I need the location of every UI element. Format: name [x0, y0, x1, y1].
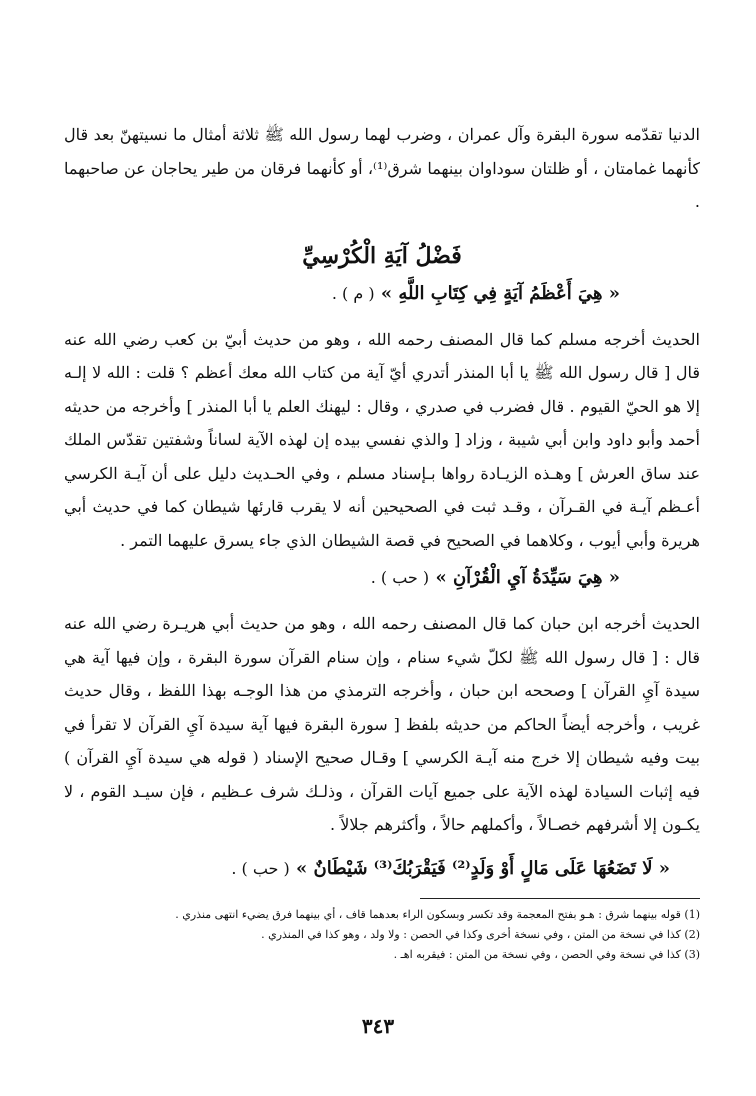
hadith-1	[64, 277, 620, 311]
hadith-3-ref: ( حب ) .	[231, 858, 290, 878]
footnote-3: (3) كذا في نسخة وفي الحصن ، وفي نسخة من المتن : فيقربه اهـ .	[393, 947, 700, 961]
hadith-3	[64, 852, 670, 886]
page-number: ٣٤٣	[361, 1014, 395, 1038]
hadith-1-ref: ( م ) .	[331, 283, 375, 303]
footnote-divider	[420, 898, 700, 899]
hadith-3-text: « لَا تَضَعُهَا عَلَى مَالٍ أَوْ وَلَدٍ⁽²⁾ فَيَقْرَبُكَ⁽³⁾ شَيْطَانٌ »	[296, 857, 670, 879]
hadith-2-text: « هِيَ سَيِّدَةُ آيِ الْقُرْآنِ »	[435, 567, 620, 588]
footnotes	[64, 905, 700, 965]
hadith-2	[64, 561, 620, 595]
hadith-1-text: « هِيَ أَعْظَمُ آيَةٍ فِي كِتَابِ اللَّهِ »	[380, 282, 620, 304]
footnote-1: (1) قوله بينهما شرق : هـو بفتح المعجمة وقد تكسر وبسكون الراء بعدهما قاف ، أي بينهما فرق يضيء انتهى منذري .	[175, 907, 700, 921]
intro-paragraph: الدنيا تقدّمه سورة البقرة وآل عمران ، وضرب لهما رسول الله ﷺ ثلاثة أمثال ما نسيتهنّ بعد قال كأنهما غمامتان ، أو ظلتان سوداوان بينهما شرق⁽¹⁾، أو كأنهما فرقان من طير يحاجان عن صاحبهما .	[64, 125, 700, 211]
section-heading: فَضْلُ آيَةِ الْكُرْسِيِّ	[302, 242, 462, 269]
hadith-2-ref: ( حب ) .	[370, 568, 430, 587]
paragraph-1: الحديث أخرجه مسلم كما قال المصنف رحمه الله ، وهو من حديث أبيّ بن كعب رضي الله عنه قال [ قال رسول الله ﷺ يا أبا المنذر أتدري أيّ آية من كتاب الله معك أعظم ؟ قلت : الله لا إلـه إلا هو الحيّ القيوم . قال فضرب في صدري ، وقال : ليهنك العلم يا أبا المنذر ] وأخرجه من حديثه أحمد وأبو داود وابن أبي شيبة ، وزاد [ والذي نفسي بيده إن لهذه الآية لساناً وشفتين تقدّس الملك عند ساق العرش ] وهـذه الزيـادة رواها بـإسناد مسلم ، وفي الحـديث دليل على أن آيـة الكرسي أعـظم آيـة في القـرآن ، وقـد ثبت في الصحيحين أنه لا يقرب قارئها شيطان كما في حديث أبي هريرة وأبي أيوب ، وكلاهما في الصحيح في قصة الشيطان الذي جاء يسرق عليهما التمر .	[64, 329, 701, 550]
paragraph-2: الحديث أخرجه ابن حبان كما قال المصنف رحمه الله ، وهو من حديث أبي هريـرة رضي الله عنه قال : [ قال رسول الله ﷺ لكلّ شيء سنام ، وإن سنام القرآن سورة البقرة ، وإن فيها آية هي سيدة آيِ القرآن ] وصححه ابن حبان ، وأخرجه الترمذي من هذا الوجـه بهذا اللفظ ، وقال حديث غريب ، وأخرجه أيضاً الحاكم من حديثه بلفظ [ سورة البقرة فيها آية سيدة آيِ القرآن لا تقرأ في بيت وفيه شيطان إلا خرج منه آيـة الكرسي ] وقـال صحيح الإسناد ( قوله هي سيدة آيِ القرآن ) فيه إثبات السيادة لهذه الآية على جميع آيات القرآن ، وذلـك شرف عـظيم ، فإن سيـد القوم ، لا يكـون إلا أشرفهم خصـالاً ، وأكملهم حالاً ، وأكثرهم جلالاً .	[64, 614, 701, 834]
footnote-2: (2) كذا في نسخة من المتن ، وفي نسخة أخرى وكذا في الحصن : ولا ولد ، وهو كذا في المنذري .	[261, 927, 700, 941]
